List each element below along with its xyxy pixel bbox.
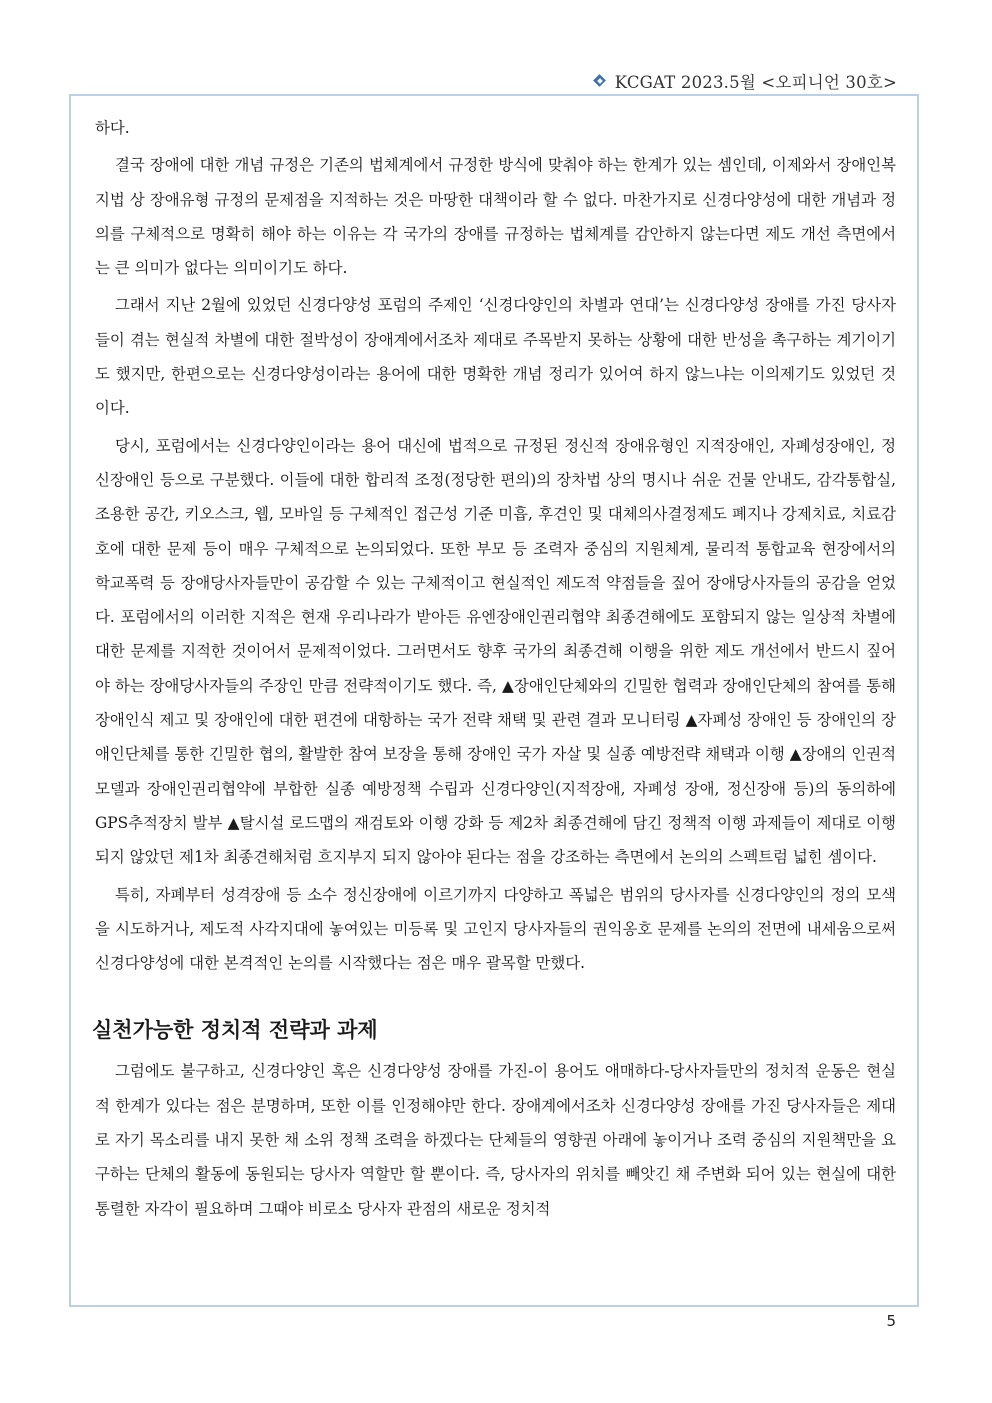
section-heading: 실천가능한 정치적 전략과 과제 [92, 1018, 378, 1043]
paragraph: 그래서 지난 2월에 있었던 신경다양성 포럼의 주제인 ‘신경다양인의 차별과 연대’는 신경다양성 장애를 가진 당사자들이 겪는 현실적 차별에 대한 절박성이 장애계에서조차 제대로 주목받지 못하는 상황에 대한 반성을 촉구하는 계기이기도 했지만, 한편으로는 신경다양성이라는 용어에 대한 명확한 개념 정리가 있어여 하지 않느냐는 이의제기도 있었던 것이다. [95, 296, 896, 418]
paragraph-continuation: 하다. [95, 119, 130, 137]
blue-diamond-icon [593, 74, 607, 88]
page-number: 5 [886, 1312, 896, 1330]
paragraph: 결국 장애에 대한 개념 규정은 기존의 법체계에서 규정한 방식에 맞춰야 하는 한계가 있는 셈인데, 이제와서 장애인복지법 상 장애유형 규정의 문제점을 지적하는 것은 마땅한 대책이라 할 수 없다. 마찬가지로 신경다양성에 대한 개념과 정의를 구체적으로 명확히 해야 하는 이유는 각 국가의 장애를 규정하는 법체계를 감안하지 않는다면 제도 개선 측면에서는 큰 의미가 없다는 의미이기도 하다. [95, 156, 896, 278]
article-body [92, 111, 896, 1226]
header-title: KCGAT 2023.5월 <오피니언 30호> [614, 73, 897, 92]
paragraph: 특히, 자폐부터 성격장애 등 소수 정신장애에 이르기까지 다양하고 폭넓은 범위의 당사자를 신경다양인의 정의 모색을 시도하거나, 제도적 사각지대에 놓여있는 미등록 및 고인지 당사자들의 권익옹호 문제를 논의의 전면에 내세움으로써 신경다양성에 대한 본격적인 논의를 시작했다는 점은 매우 괄목할 만했다. [95, 885, 896, 973]
paragraph: 그럼에도 불구하고, 신경다양인 혹은 신경다양성 장애를 가진-이 용어도 애매하다-당사자들만의 정치적 운동은 현실적 한계가 있다는 점은 분명하며, 또한 이를 인정해야만 한다. 장애계에서조차 신경다양성 장애를 가진 당사자들은 제대로 자기 목소리를 내지 못한 채 소위 정책 조력을 하겠다는 단체들의 영향권 아래에 놓이거나 조력 중심의 지원책만을 요구하는 단체의 활동에 동원되는 당사자 역할만 할 뿐이다. 즉, 당사자의 위치를 빼앗긴 채 주변화 되어 있는 현실에 대한 통렬한 자각이 필요하며 그때야 비로소 당사자 관점의 새로운 정치적 [95, 1062, 896, 1218]
page-header [593, 70, 897, 92]
paragraph: 당시, 포럼에서는 신경다양인이라는 용어 대신에 법적으로 규정된 정신적 장애유형인 지적장애인, 자폐성장애인, 정신장애인 등으로 구분했다. 이들에 대한 합리적 조정(정당한 편의)의 장차법 상의 명시나 쉬운 건물 안내도, 감각통합실, 조용한 공간, 키오스크, 웹, 모바일 등 구체적인 접근성 기준 미흡, 후견인 및 대체의사결정제도 폐지나 강제치료, 치료감호에 대한 문제 등이 매우 구체적으로 논의되었다. 또한 부모 등 조력자 중심의 지원체계, 물리적 통합교육 현장에서의 학교폭력 등 장애당사자들만이 공감할 수 있는 구체적이고 현실적인 제도적 약점들을 짚어 장애당사자들의 공감을 얻었다. 포럼에서의 이러한 지적은 현재 우리나라가 받아든 유엔장애인권리협약 최종견해에도 포함되지 않는 일상적 차별에 대한 문제를 지적한 것이어서 문제적이었다. 그러면서도 향후 국가의 최종견해 이행을 위한 제도 개선에서 반드시 짚어야 하는 장애당사자들의 주장인 만큼 전략적이기도 했다. 즉, ▲장애인단체와의 긴밀한 협력과 장애인단체의 참여를 통해 장애인식 제고 및 장애인에 대한 편견에 대항하는 국가 전략 채택 및 관련 결과 모니터링 ▲자폐성 장애인 등 장애인의 장애인단체를 통한 긴밀한 협의, 활발한 참여 보장을 통해 장애인 국가 자살 및 실종 예방전략 채택과 이행 ▲장애의 인권적 모델과 장애인권리협약에 부합한 실종 예방정책 수립과 신경다양인(지적장애, 자폐성 장애, 정신장애 등)의 동의하에 GPS추적장치 발부 ▲탈시설 로드맵의 재검토와 이행 강화 등 제2차 최종견해에 담긴 정책적 이행 과제들이 제대로 이행되지 않았던 제1차 최종견해처럼 흐지부지 되지 않아야 된다는 점을 강조하는 측면에서 논의의 스펙트럼 넓힌 셈이다. [95, 436, 896, 867]
